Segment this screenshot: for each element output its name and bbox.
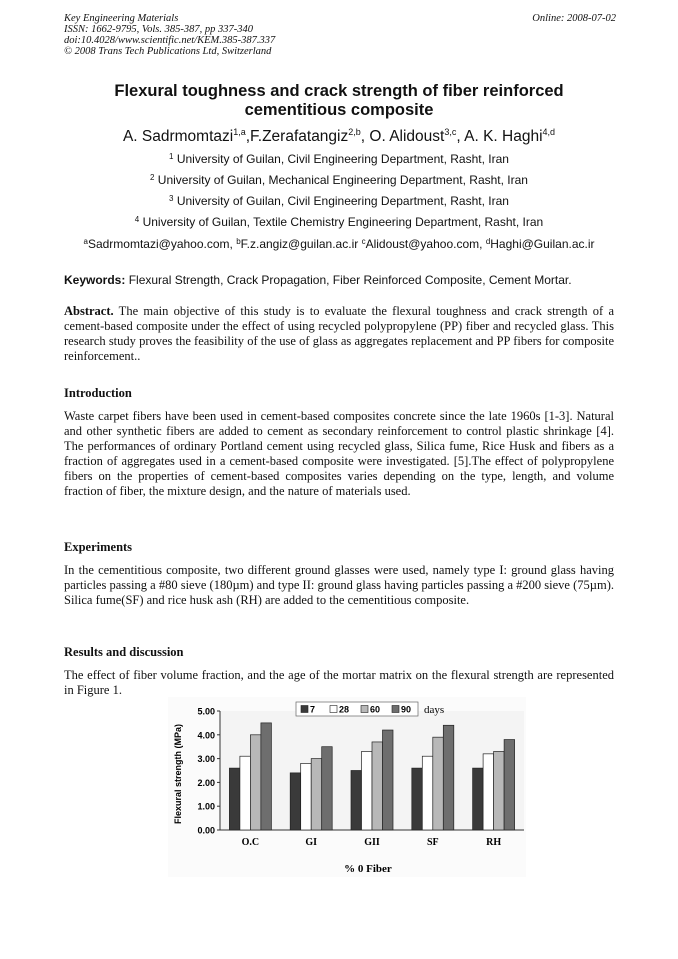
bar-RH-28 (483, 754, 494, 830)
bar-RH-60 (494, 751, 505, 830)
bar-GI-60 (311, 759, 322, 830)
bar-SF-28 (422, 756, 433, 830)
author-name: O. Alidoust (369, 128, 445, 145)
journal-name: Key Engineering Materials (64, 13, 179, 24)
legend-label: 28 (339, 704, 350, 715)
author-sep: , (245, 128, 251, 145)
bar-GI-28 (301, 763, 312, 830)
affiliation-text: University of Guilan, Civil Engineering Department, Rasht, Iran (176, 194, 509, 208)
affiliation-num: 3 (169, 194, 174, 203)
bar-SF-60 (433, 737, 444, 830)
legend-swatch-90 (392, 706, 399, 713)
introduction-text: Waste carpet fibers have been used in cement-based composites concrete since the late 1960s [1-3]. Natural and other synthetic fibers are added to cement as secondary reinforcement to control plastic shrinkage [4]. The performances of ordinary Portland cement using recycled glass, Silica fume, Rice Husk and fibers as a fraction of aggregates used in a cement-based composite were investigated. [5].The effect of polypropylene fibers on the properties of cement-based composites varies depending on the type, length, and volume fraction of fiber, the mixture design, and the nature of materials used. (64, 409, 614, 498)
running-header (64, 13, 275, 57)
copyright: © 2008 Trans Tech Publications Ltd, Switzerland (64, 46, 272, 57)
legend-swatch-7 (301, 706, 308, 713)
email-d: Haghi@Guilan.ac.ir (490, 237, 595, 251)
email-c: Alidoust@yahoo.com, (365, 237, 486, 251)
x-axis-label: % 0 Fiber (344, 863, 392, 875)
keywords-label: Keywords: (64, 273, 126, 287)
affiliation-4 (64, 215, 614, 229)
paper-title (64, 82, 614, 120)
legend-swatch-28 (330, 706, 337, 713)
x-tick-label: GI (305, 837, 318, 848)
y-tick-label: 2.00 (197, 777, 215, 788)
bar-SF-90 (443, 725, 454, 830)
bar-SF-7 (412, 768, 423, 830)
author-name: A. Sadrmomtazi (122, 128, 234, 145)
affiliation-2 (64, 173, 614, 187)
bar-GII-90 (383, 730, 394, 830)
affiliation-1 (64, 152, 614, 166)
legend-label: 60 (370, 704, 381, 715)
author-sep: , (360, 128, 370, 145)
title-line-2: cementitious composite (244, 101, 434, 119)
email-sup: d (485, 237, 491, 246)
author-sup: 2,b (348, 127, 361, 137)
introduction-heading: Introduction (64, 386, 132, 400)
bar-O.C-28 (240, 756, 251, 830)
y-tick-label: 1.00 (197, 801, 215, 812)
bar-GII-28 (362, 751, 373, 830)
keywords (64, 273, 614, 288)
x-tick-label: RH (486, 837, 502, 848)
results-heading: Results and discussion (64, 645, 184, 659)
bar-O.C-7 (229, 768, 240, 830)
author-sup: 1,a (233, 127, 246, 137)
email-sup: b (236, 237, 241, 246)
results-text: The effect of fiber volume fraction, and the age of the mortar matrix on the flexural strength are represented in Figure 1. (64, 668, 614, 697)
online-date: Online: 2008-07-02 (532, 13, 616, 24)
y-tick-label: 0.00 (197, 825, 215, 836)
experiments-heading: Experiments (64, 540, 133, 554)
author-sep: , (456, 128, 465, 145)
affiliation-text: University of Guilan, Civil Engineering Department, Rasht, Iran (176, 152, 509, 166)
abstract-text: The main objective of this study is to evaluate the flexural toughness and crack strength of a cement-based composite under the effect of using recycled polypropylene (PP) fiber and recycled glass. This research study proves the feasibility of the use of glass as aggregates replacement and PP fibers for composite reinforcement.. (64, 304, 614, 363)
doi: doi:10.4028/www.scientific.net/KEM.385-387.337 (64, 35, 276, 46)
bar-GI-90 (322, 747, 333, 830)
x-tick-label: GII (364, 837, 380, 848)
bar-O.C-60 (250, 735, 261, 830)
email-a: Sadrmomtazi@yahoo.com, (87, 237, 237, 251)
legend-swatch-60 (361, 706, 368, 713)
title-line-1: Flexural toughness and crack strength of fiber reinforced (114, 82, 564, 100)
bar-GI-7 (290, 773, 301, 830)
bar-GII-60 (372, 742, 383, 830)
affiliation-text: University of Guilan, Textile Chemistry Engineering Department, Rasht, Iran (142, 215, 544, 229)
y-tick-label: 5.00 (197, 706, 215, 717)
email-sup: c (361, 237, 366, 246)
author-sup: 4,d (542, 127, 556, 137)
legend-suffix: days (424, 704, 445, 716)
x-tick-label: O.C (241, 837, 260, 848)
x-tick-label: SF (426, 837, 439, 848)
email-line (64, 237, 614, 251)
y-axis-label: Flexural strength (MPa) (173, 723, 183, 825)
author-list (64, 127, 614, 146)
bar-RH-7 (473, 768, 484, 830)
author-name: A. K. Haghi (464, 128, 543, 145)
abstract-label: Abstract. (64, 304, 114, 318)
affiliation-3 (64, 194, 614, 208)
legend-label: 7 (310, 704, 316, 715)
bar-O.C-90 (261, 723, 272, 830)
figure-1 (168, 697, 526, 877)
experiments-text: In the cementitious composite, two different ground glasses were used, namely type I: ground glass having particles passing a #80 sieve (180µm) and type II: ground glass having particles passing a #200 sieve (75µm). Silica fume(SF) and rice husk ash (RH) are added to the cementitious composite. (64, 563, 614, 607)
affiliation-text: University of Guilan, Mechanical Engineering Department, Rasht, Iran (157, 173, 528, 187)
email-b: F.z.angiz@guilan.ac.ir (240, 237, 362, 251)
flexural-strength-chart (168, 697, 526, 877)
keywords-text: Flexural Strength, Crack Propagation, Fiber Reinforced Composite, Cement Mortar. (125, 273, 572, 287)
author-sup: 3,c (444, 127, 457, 137)
issn: ISSN: 1662-9795, Vols. 385-387, pp 337-340 (64, 24, 253, 35)
affiliation-num: 4 (134, 215, 140, 224)
bar-GII-7 (351, 771, 362, 831)
affiliation-num: 2 (150, 173, 155, 182)
affiliation-num: 1 (169, 152, 174, 161)
y-tick-label: 4.00 (197, 730, 215, 741)
y-tick-label: 3.00 (197, 754, 215, 765)
email-sup: a (83, 237, 88, 246)
bar-RH-90 (504, 740, 514, 830)
author-name: F.Zerafatangiz (250, 128, 349, 145)
abstract (64, 304, 614, 364)
legend-label: 90 (401, 704, 412, 715)
